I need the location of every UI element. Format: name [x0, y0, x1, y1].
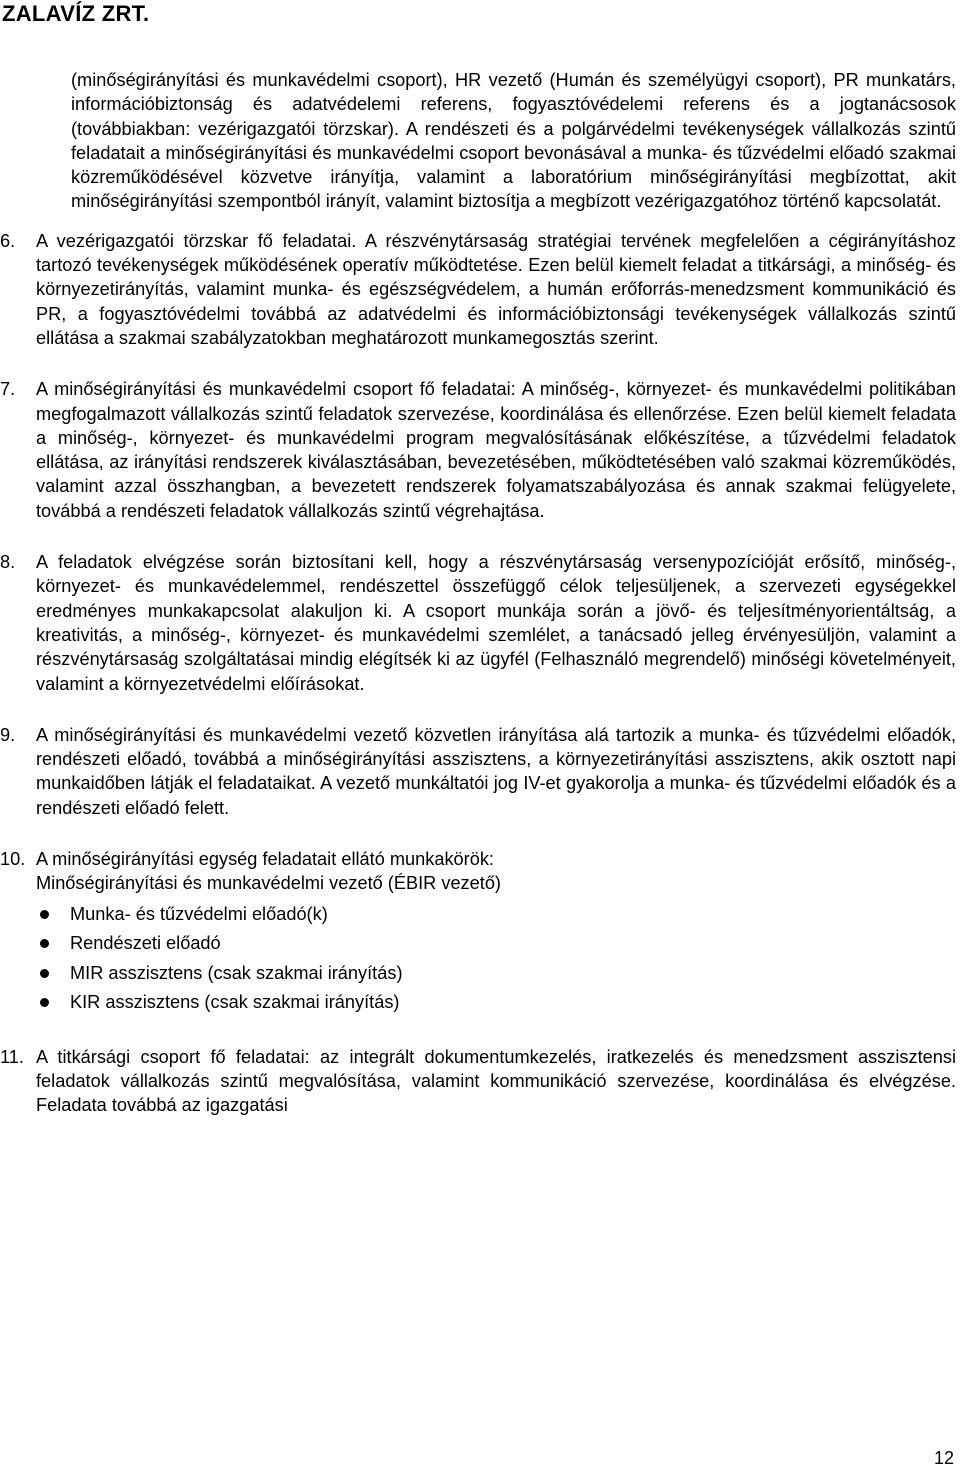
item-text: A minőségirányítási egység feladatait ellátó munkakörök:: [36, 849, 494, 870]
bullet-icon: [40, 910, 49, 919]
item-text: A feladatok elvégzése során biztosítani kell, hogy a részvénytársaság versenypozícióját erősítő, minőség-, környezet- és munkavédelemmel, rendészettel összefüggő célok teljesüljenek, a szervezeti egységekkel eredményes munkakapcsolat alakuljon ki. A csoport munkája során a jövő- és teljesítményorientáltság, a kreativitás, a minőség-, környezet- és munkavédelmi szemlélet, a tanácsadó jelleg érvényesüljön, valamint a részvénytársaság szolgáltatásai mindig elégítsék ki az ügyfél (Felhasználó megrendelő) minőségi követelményeit, valamint a környezetvédelmi előírásokat.: [36, 552, 956, 694]
numbered-item-10: [0, 847, 956, 1018]
item-text: A vezérigazgatói törzskar fő feladatai. A részvénytársaság stratégiai tervének megfelelően a cégirányításhoz tartozó tevékenységek működésének operatív működtetése. Ezen belül kiemelt feladat a titkársági, a minőség- és környezetirányítás, valamint munka- és egészségvédelem, a humán erőforrás-menedzsment kommunikáció és PR, a fogyasztóvédelmi továbbá az adatvédelmi és információbiztonsági tevékenységek vállalkozás szintű ellátása a szakmai szabályzatokban meghatározott munkamegosztás szerint.: [36, 230, 956, 348]
company-header: ZALAVÍZ ZRT.: [2, 1, 150, 26]
bullet-icon: [40, 969, 49, 978]
item-number: 8.: [0, 552, 16, 573]
item-number: 11.: [0, 1046, 24, 1067]
page-number: 12: [933, 1448, 954, 1468]
numbered-item-8: [0, 550, 956, 696]
intro-paragraph: (minőségirányítási és munkavédelmi csoport), HR vezető (Humán és személyügyi csoport), PR munkatárs, információbiztonság és adatvédelemi referens, fogyasztóvédelemi referens és a jogtanácsosok (továbbiakban: vezérigazgatói törzskar). A rendészeti és a polgárvédelmi tevékenységek vállalkozás szintű feladatait a minőségirányítási és munkavédelmi csoport bevonásával a munka- és tűzvédelmi előadó szakmai közreműködésével közvetve irányítja, valamint a laboratórium minőségirányítási megbízottat, akit minőségirányítási szempontból irányít, valamint biztosítja a megbízott vezérigazgatóhoz történő kapcsolatát.: [71, 70, 956, 212]
numbered-item-6: [0, 229, 956, 350]
list-item: Rendészeti előadó: [36, 929, 956, 959]
list-item: MIR asszisztens (csak szakmai irányítás): [36, 959, 956, 989]
numbered-item-11: [0, 1045, 956, 1118]
list-item: Munka- és tűzvédelmi előadó(k): [36, 900, 956, 930]
item-text: A minőségirányítási és munkavédelmi csoport fő feladatai: A minőség-, környezet- és munkavédelmi politikában megfogalmazott vállalkozás szintű feladatok szervezése, koordinálása és ellenőrzése. Ezen belül kiemelt feladata a minőség-, környezet- és munkavédelmi program megvalósításának előkészítése, a tűzvédelmi feladatok ellátása, az irányítási rendszerek kiválasztásában, bevezetésében, működtetésében való szakmai közreműködés, valamint azzal összhangban, a bevezetett rendszerek folyamatszabályozása és annak szakmai felügyelete, továbbá a rendészeti feladatok vállalkozás szintű végrehajtása.: [36, 379, 956, 521]
item-number: 7.: [0, 379, 16, 400]
item-number: 10.: [0, 849, 26, 870]
item-number: 6.: [0, 230, 16, 251]
role-list: [36, 900, 956, 1018]
item-text: A titkársági csoport fő feladatai: az integrált dokumentumkezelés, iratkezelés és menedzsment asszisztensi feladatok vállalkozás szintű megvalósítása, valamint kommunikáció szervezése, koordinálása és elvégzése. Feladata továbbá az igazgatási: [36, 1046, 956, 1116]
bullet-icon: [40, 939, 49, 948]
bullet-icon: [40, 998, 49, 1007]
list-item: KIR asszisztens (csak szakmai irányítás): [36, 988, 956, 1018]
numbered-item-7: [0, 377, 956, 523]
numbered-item-9: [0, 723, 956, 820]
document-body: [0, 68, 956, 1145]
item-number: 9.: [0, 724, 16, 745]
role-heading: Minőségirányítási és munkavédelmi vezető (ÉBIR vezető): [36, 873, 501, 894]
item-text: A minőségirányítási és munkavédelmi vezető közvetlen irányítása alá tartozik a munka- és tűzvédelmi előadók, rendészeti előadó, továbbá a minőségirányítási asszisztens, a környezetirányítási asszisztens, akik osztott napi munkaidőben látják el feladataikat. A vezető munkáltatói jog IV-et gyakorolja a munka- és tűzvédelmi előadók és a rendészeti előadó felett.: [36, 724, 956, 818]
